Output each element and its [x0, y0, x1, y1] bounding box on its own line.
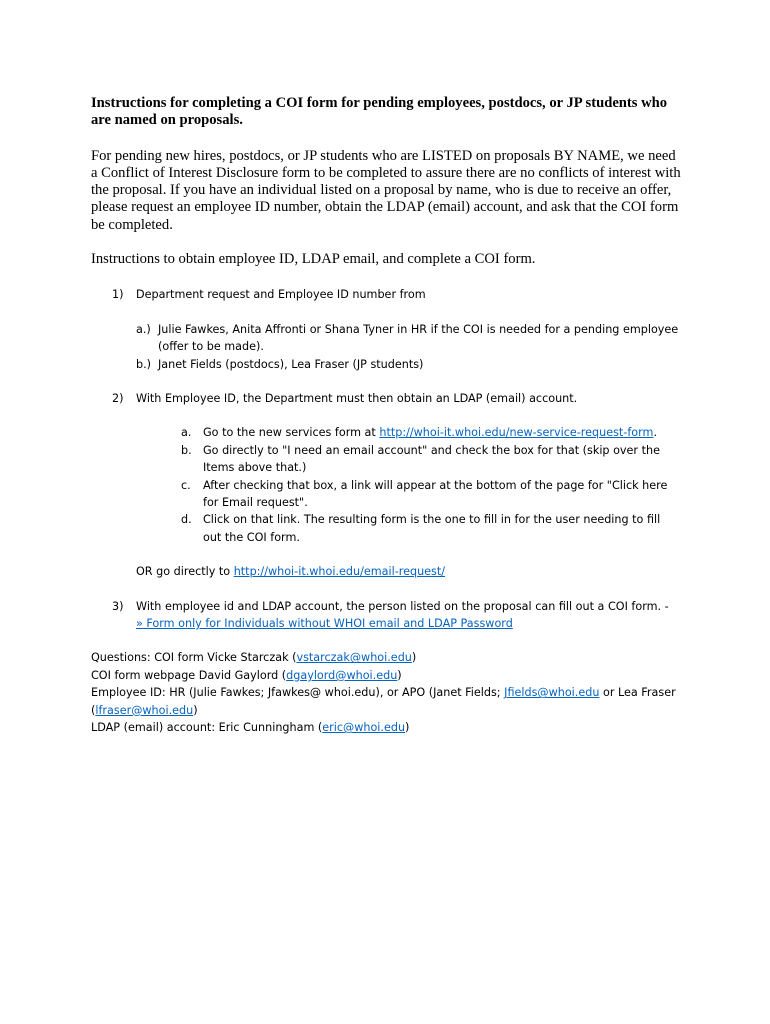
step-2 [91, 390, 681, 581]
jfields-email-link[interactable]: Jfields@whoi.edu [504, 686, 600, 700]
list-item [136, 356, 681, 373]
list-marker: b. [181, 443, 192, 457]
list-marker: b.) [136, 357, 152, 371]
vstarczak-email-link[interactable]: vstarczak@whoi.edu [296, 651, 412, 665]
step-1-number: 1) [112, 288, 124, 302]
list-item-text: Janet Fields (postdocs), Lea Fraser (JP students) [158, 357, 424, 371]
questions-contact: Questions: COI form Vicke Starczak (vstarczak@whoi.edu) [91, 651, 417, 665]
lfraser-email-link[interactable]: lfraser@whoi.edu [95, 703, 194, 717]
step-3-text: With employee id and LDAP account, the person listed on the proposal can fill out a COI form. - [136, 599, 669, 613]
list-item-text: Click on that link. The resulting form is the one to fill in for the user needing to fill out the COI form. [203, 513, 661, 544]
list-marker: a. [181, 426, 192, 440]
new-service-request-link[interactable]: http://whoi-it.whoi.edu/new-service-request-form [379, 426, 654, 440]
step-3 [91, 598, 681, 633]
employee-id-contact: Employee ID: HR (Julie Fawkes; Jfawkes@ whoi.edu), or APO (Janet Fields; Jfields@whoi.edu or Lea Fraser (lfraser@whoi.edu) [91, 686, 676, 717]
list-item-text: After checking that box, a link will appear at the bottom of the page for "Click here for Email request". [203, 478, 668, 510]
list-item [136, 511, 681, 546]
intro-paragraph: For pending new hires, postdocs, or JP students who are LISTED on proposals BY NAME, we need a Conflict of Interest Disclosure form to be completed to assure there are no conflicts of interest with the proposal. If you have an individual listed on a proposal by name, who is due to receive an offer, please request an employee ID number, obtain the LDAP (email) account, and ask that the COI form be completed. [91, 147, 681, 233]
list-item [136, 477, 681, 512]
eric-email-link[interactable]: eric@whoi.edu [322, 721, 406, 735]
contacts-section [91, 649, 681, 736]
step-2-number: 2) [112, 392, 124, 405]
step-1-sublist [136, 321, 681, 373]
step-2-text: With Employee ID, the Department must then obtain an LDAP (email) account. [136, 392, 578, 405]
step-2-sublist [136, 424, 681, 546]
list-item-text: Go to the new services form at [203, 426, 380, 440]
email-request-link[interactable]: http://whoi-it.whoi.edu/email-request/ [233, 565, 446, 579]
steps-heading: Instructions to obtain employee ID, LDAP email, and complete a COI form. [91, 251, 536, 268]
document-title: Instructions for completing a COI form for pending employees, postdocs, or JP students who are named on proposals. [91, 95, 668, 129]
list-marker: d. [181, 513, 192, 527]
list-item [136, 442, 681, 477]
step-1 [91, 286, 681, 373]
list-item-text: Go directly to "I need an email account" and check the box for that (skip over the Items above that.) [203, 443, 660, 475]
form-without-whoi-email-link[interactable]: » Form only for Individuals without WHOI email and LDAP Password [136, 617, 513, 631]
webpage-contact: COI form webpage David Gaylord (dgaylord@whoi.edu) [91, 668, 402, 682]
list-item: a. Go to the new services form at http://whoi-it.whoi.edu/new-service-request-form. [136, 424, 681, 441]
list-item-text: Julie Fawkes, Anita Affronti or Shana Tyner in HR if the COI is needed for a pending employee (offer to be made). [158, 322, 679, 354]
list-marker: c. [181, 478, 191, 492]
list-marker: a.) [136, 322, 151, 336]
document-page [91, 95, 681, 737]
step-1-text: Department request and Employee ID number from [136, 288, 426, 302]
ldap-contact: LDAP (email) account: Eric Cunningham (eric@whoi.edu) [91, 721, 410, 735]
or-direct-line: OR go directly to http://whoi-it.whoi.edu/email-request/ [136, 565, 446, 579]
list-item [136, 321, 681, 356]
step-3-number: 3) [112, 599, 124, 613]
dgaylord-email-link[interactable]: dgaylord@whoi.edu [286, 668, 398, 682]
